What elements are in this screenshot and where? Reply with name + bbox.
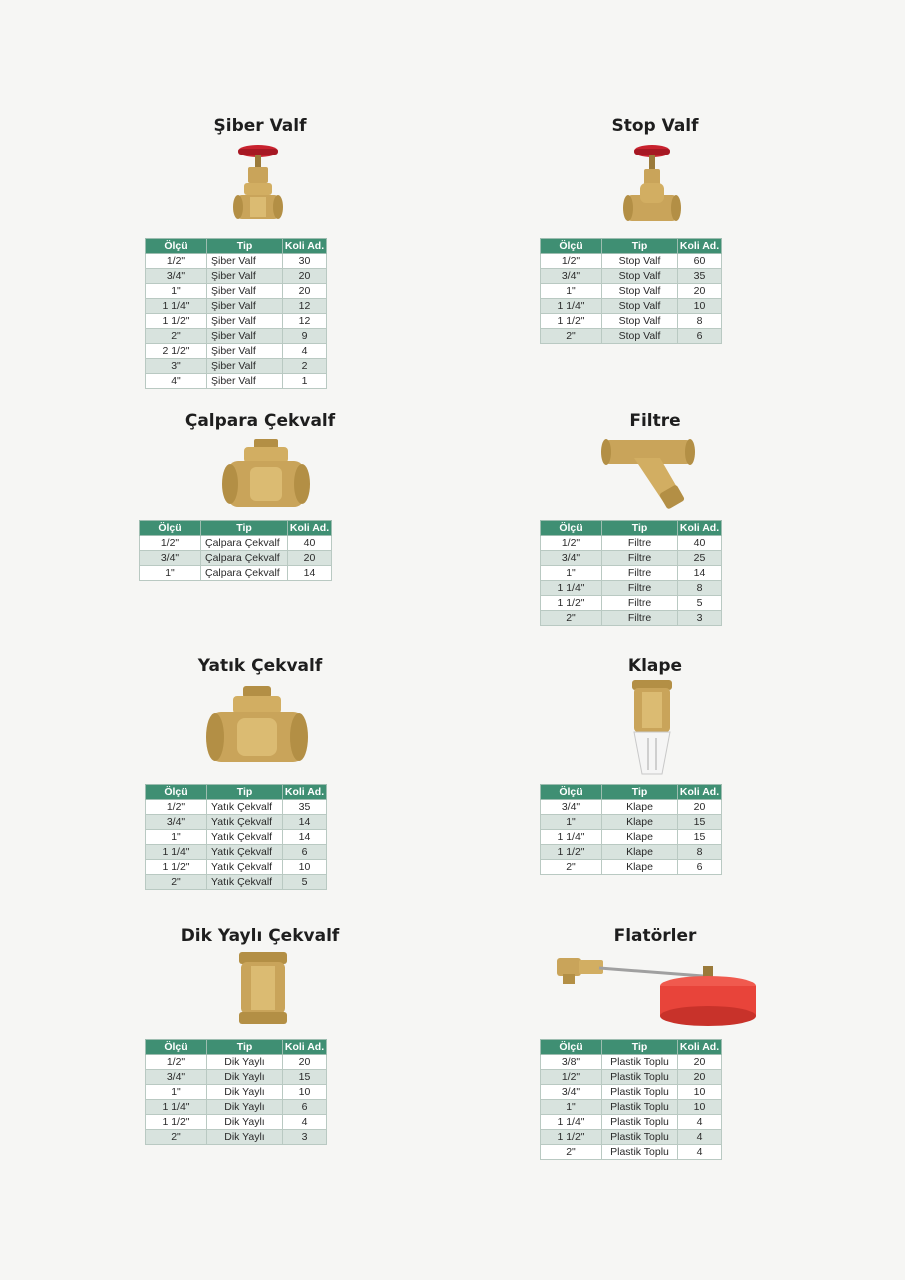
table-row <box>146 1130 327 1145</box>
col-header-koli: Koli Ad. <box>678 239 722 254</box>
table-row <box>541 269 722 284</box>
cell-olcu: 1 1/4" <box>541 299 602 314</box>
table-row <box>140 551 332 566</box>
cell-koli: 6 <box>283 1100 327 1115</box>
cell-tip: Plastik Toplu <box>602 1130 678 1145</box>
cell-koli: 20 <box>283 269 327 284</box>
table-row <box>146 1115 327 1130</box>
cell-tip: Şiber Valf <box>207 254 283 269</box>
col-header-koli: Koli Ad. <box>678 785 722 800</box>
cell-olcu: 3/4" <box>541 1085 602 1100</box>
cell-tip: Filtre <box>602 611 678 626</box>
table-row <box>541 536 722 551</box>
table-row <box>541 800 722 815</box>
col-header-tip: Tip <box>602 785 678 800</box>
col-header-koli: Koli Ad. <box>283 1040 327 1055</box>
cell-tip: Şiber Valf <box>207 284 283 299</box>
cell-koli: 14 <box>678 566 722 581</box>
col-header-olcu: Ölçü <box>140 521 201 536</box>
col-header-olcu: Ölçü <box>541 239 602 254</box>
cell-koli: 8 <box>678 314 722 329</box>
y-strainer-image <box>600 434 696 512</box>
col-header-tip: Tip <box>207 239 283 254</box>
table-row <box>146 875 327 890</box>
col-header-tip: Tip <box>602 1040 678 1055</box>
table-body <box>541 800 722 875</box>
cell-koli: 2 <box>283 359 327 374</box>
table-row <box>140 536 332 551</box>
spec-table-filtre <box>540 520 722 626</box>
cell-olcu: 2" <box>146 329 207 344</box>
table-row <box>541 1085 722 1100</box>
cell-koli: 10 <box>678 299 722 314</box>
spec-table-stop-valf <box>540 238 722 344</box>
cell-tip: Şiber Valf <box>207 374 283 389</box>
cell-olcu: 1/2" <box>541 536 602 551</box>
cell-olcu: 3/4" <box>541 551 602 566</box>
cell-koli: 6 <box>678 329 722 344</box>
table-row <box>146 860 327 875</box>
cell-koli: 1 <box>283 374 327 389</box>
cell-olcu: 1 1/4" <box>146 299 207 314</box>
cell-olcu: 1 1/2" <box>541 596 602 611</box>
cell-tip: Plastik Toplu <box>602 1145 678 1160</box>
col-header-tip: Tip <box>602 521 678 536</box>
cell-olcu: 3" <box>146 359 207 374</box>
cell-tip: Stop Valf <box>602 314 678 329</box>
cell-koli: 15 <box>678 830 722 845</box>
cell-olcu: 2" <box>541 329 602 344</box>
cell-olcu: 2" <box>541 860 602 875</box>
cell-olcu: 4" <box>146 374 207 389</box>
cell-koli: 5 <box>678 596 722 611</box>
table-row <box>146 269 327 284</box>
cell-koli: 6 <box>283 845 327 860</box>
spec-table-flatorler <box>540 1039 722 1160</box>
cell-tip: Klape <box>602 800 678 815</box>
cell-tip: Filtre <box>602 536 678 551</box>
cell-olcu: 1/2" <box>541 254 602 269</box>
cell-olcu: 3/4" <box>146 269 207 284</box>
cell-olcu: 1/2" <box>140 536 201 551</box>
table-row <box>140 566 332 581</box>
cell-olcu: 3/8" <box>541 1055 602 1070</box>
cell-olcu: 1/2" <box>541 1070 602 1085</box>
cell-olcu: 1/2" <box>146 254 207 269</box>
cell-tip: Dik Yaylı <box>207 1055 283 1070</box>
col-header-tip: Tip <box>207 1040 283 1055</box>
col-header-olcu: Ölçü <box>541 521 602 536</box>
cell-koli: 10 <box>678 1100 722 1115</box>
cell-olcu: 3/4" <box>541 269 602 284</box>
cell-koli: 8 <box>678 581 722 596</box>
cell-tip: Plastik Toplu <box>602 1085 678 1100</box>
table-row <box>541 1070 722 1085</box>
cell-olcu: 3/4" <box>140 551 201 566</box>
table-body <box>541 536 722 626</box>
cell-olcu: 1 1/2" <box>146 1115 207 1130</box>
cell-olcu: 2" <box>146 1130 207 1145</box>
cell-tip: Yatık Çekvalf <box>207 830 283 845</box>
spec-table-klape <box>540 784 722 875</box>
table-row <box>146 314 327 329</box>
cell-olcu: 2" <box>146 875 207 890</box>
col-header-olcu: Ölçü <box>146 239 207 254</box>
cell-tip: Filtre <box>602 566 678 581</box>
table-body <box>541 254 722 344</box>
cell-koli: 12 <box>283 299 327 314</box>
cell-koli: 4 <box>283 1115 327 1130</box>
swing-check-valve-image <box>220 437 312 513</box>
table-row <box>146 845 327 860</box>
table-row <box>541 299 722 314</box>
cell-tip: Klape <box>602 830 678 845</box>
cell-koli: 20 <box>678 284 722 299</box>
table-row <box>541 1130 722 1145</box>
cell-olcu: 3/4" <box>146 1070 207 1085</box>
cell-koli: 4 <box>283 344 327 359</box>
table-row <box>541 1115 722 1130</box>
cell-koli: 20 <box>283 284 327 299</box>
cell-koli: 35 <box>283 800 327 815</box>
col-header-koli: Koli Ad. <box>678 1040 722 1055</box>
cell-koli: 10 <box>283 1085 327 1100</box>
cell-olcu: 1 1/4" <box>541 1115 602 1130</box>
col-header-koli: Koli Ad. <box>678 521 722 536</box>
col-header-koli: Koli Ad. <box>288 521 332 536</box>
table-row <box>541 1055 722 1070</box>
cell-olcu: 1 1/2" <box>146 860 207 875</box>
cell-koli: 4 <box>678 1130 722 1145</box>
table-body <box>541 1055 722 1160</box>
float-valve-image <box>553 950 768 1030</box>
cell-olcu: 1 1/2" <box>146 314 207 329</box>
cell-koli: 10 <box>283 860 327 875</box>
cell-tip: Stop Valf <box>602 254 678 269</box>
cell-koli: 20 <box>678 1070 722 1085</box>
cell-koli: 40 <box>288 536 332 551</box>
table-row <box>146 830 327 845</box>
cell-olcu: 1/2" <box>146 800 207 815</box>
cell-tip: Dik Yaylı <box>207 1130 283 1145</box>
cell-koli: 25 <box>678 551 722 566</box>
col-header-koli: Koli Ad. <box>283 785 327 800</box>
table-row <box>541 581 722 596</box>
cell-tip: Stop Valf <box>602 329 678 344</box>
table-row <box>541 1145 722 1160</box>
table-row <box>146 1070 327 1085</box>
cell-tip: Dik Yaylı <box>207 1070 283 1085</box>
cell-tip: Yatık Çekvalf <box>207 860 283 875</box>
cell-tip: Çalpara Çekvalf <box>201 536 288 551</box>
table-row <box>541 845 722 860</box>
section-title-filtre: Filtre <box>629 411 681 431</box>
section-title-calpara-cekvalf: Çalpara Çekvalf <box>184 411 336 431</box>
cell-tip: Dik Yaylı <box>207 1100 283 1115</box>
table-row <box>146 1055 327 1070</box>
col-header-olcu: Ölçü <box>146 1040 207 1055</box>
cell-olcu: 1" <box>541 566 602 581</box>
table-row <box>146 815 327 830</box>
cell-tip: Klape <box>602 860 678 875</box>
spring-check-valve-image <box>235 950 291 1028</box>
cell-koli: 14 <box>288 566 332 581</box>
cell-koli: 3 <box>678 611 722 626</box>
cell-tip: Çalpara Çekvalf <box>201 566 288 581</box>
cell-tip: Klape <box>602 815 678 830</box>
table-body <box>140 536 332 581</box>
cell-tip: Şiber Valf <box>207 299 283 314</box>
spec-table-calpara-cekvalf <box>139 520 332 581</box>
cell-olcu: 1" <box>146 284 207 299</box>
cell-tip: Yatık Çekvalf <box>207 845 283 860</box>
section-title-klape: Klape <box>627 656 683 676</box>
spec-table-siber-valf <box>145 238 327 389</box>
col-header-tip: Tip <box>207 785 283 800</box>
cell-koli: 60 <box>678 254 722 269</box>
table-row <box>541 329 722 344</box>
col-header-koli: Koli Ad. <box>283 239 327 254</box>
cell-olcu: 1" <box>541 284 602 299</box>
cell-olcu: 2 1/2" <box>146 344 207 359</box>
table-row <box>146 1100 327 1115</box>
cell-koli: 6 <box>678 860 722 875</box>
cell-tip: Şiber Valf <box>207 329 283 344</box>
table-row <box>541 314 722 329</box>
col-header-olcu: Ölçü <box>146 785 207 800</box>
cell-koli: 40 <box>678 536 722 551</box>
table-row <box>146 254 327 269</box>
cell-tip: Yatık Çekvalf <box>207 800 283 815</box>
cell-tip: Çalpara Çekvalf <box>201 551 288 566</box>
table-row <box>146 284 327 299</box>
table-row <box>541 284 722 299</box>
table-row <box>541 830 722 845</box>
cell-olcu: 1 1/2" <box>541 845 602 860</box>
cell-olcu: 1 1/4" <box>541 830 602 845</box>
cell-tip: Stop Valf <box>602 284 678 299</box>
cell-olcu: 1" <box>146 830 207 845</box>
table-row <box>146 344 327 359</box>
cell-olcu: 2" <box>541 611 602 626</box>
cell-koli: 20 <box>283 1055 327 1070</box>
table-row <box>541 860 722 875</box>
col-header-olcu: Ölçü <box>541 785 602 800</box>
cell-koli: 15 <box>283 1070 327 1085</box>
cell-olcu: 3/4" <box>541 800 602 815</box>
cell-koli: 4 <box>678 1145 722 1160</box>
cell-koli: 20 <box>678 1055 722 1070</box>
table-row <box>541 1100 722 1115</box>
cell-koli: 20 <box>288 551 332 566</box>
cell-tip: Dik Yaylı <box>207 1115 283 1130</box>
cell-olcu: 1" <box>541 815 602 830</box>
cell-koli: 9 <box>283 329 327 344</box>
cell-koli: 3 <box>283 1130 327 1145</box>
table-row <box>146 359 327 374</box>
section-title-flatorler: Flatörler <box>613 926 697 946</box>
cell-olcu: 1 1/2" <box>541 1130 602 1145</box>
cell-koli: 14 <box>283 830 327 845</box>
cell-tip: Filtre <box>602 551 678 566</box>
cell-tip: Dik Yaylı <box>207 1085 283 1100</box>
cell-tip: Klape <box>602 845 678 860</box>
cell-koli: 12 <box>283 314 327 329</box>
cell-koli: 4 <box>678 1115 722 1130</box>
cell-tip: Yatık Çekvalf <box>207 875 283 890</box>
table-body <box>146 254 327 389</box>
table-row <box>541 566 722 581</box>
cell-koli: 30 <box>283 254 327 269</box>
table-row <box>541 254 722 269</box>
table-row <box>146 329 327 344</box>
table-row <box>541 815 722 830</box>
spec-table-yatik-cekvalf <box>145 784 327 890</box>
cell-koli: 8 <box>678 845 722 860</box>
table-row <box>146 800 327 815</box>
section-title-siber-valf: Şiber Valf <box>213 116 307 136</box>
table-row <box>541 596 722 611</box>
table-row <box>541 551 722 566</box>
cell-olcu: 1" <box>140 566 201 581</box>
table-body <box>146 800 327 890</box>
cell-koli: 10 <box>678 1085 722 1100</box>
cell-tip: Şiber Valf <box>207 344 283 359</box>
table-body <box>146 1055 327 1145</box>
cell-koli: 20 <box>678 800 722 815</box>
spec-table-dik-yayli-cekvalf <box>145 1039 327 1145</box>
table-row <box>146 1085 327 1100</box>
cell-tip: Stop Valf <box>602 269 678 284</box>
cell-olcu: 3/4" <box>146 815 207 830</box>
cell-tip: Şiber Valf <box>207 359 283 374</box>
cell-olcu: 1" <box>146 1085 207 1100</box>
cell-olcu: 1 1/2" <box>541 314 602 329</box>
col-header-olcu: Ölçü <box>541 1040 602 1055</box>
cell-tip: Plastik Toplu <box>602 1100 678 1115</box>
section-title-dik-yayli-cekvalf: Dik Yaylı Çekvalf <box>180 926 340 946</box>
horizontal-check-valve-image <box>205 684 309 774</box>
cell-olcu: 1 1/4" <box>541 581 602 596</box>
cell-koli: 5 <box>283 875 327 890</box>
col-header-tip: Tip <box>201 521 288 536</box>
cell-olcu: 1 1/4" <box>146 1100 207 1115</box>
cell-tip: Filtre <box>602 581 678 596</box>
table-row <box>146 299 327 314</box>
cell-olcu: 1" <box>541 1100 602 1115</box>
cell-tip: Stop Valf <box>602 299 678 314</box>
stop-valve-image <box>620 143 684 231</box>
cell-olcu: 1/2" <box>146 1055 207 1070</box>
cell-olcu: 2" <box>541 1145 602 1160</box>
cell-tip: Plastik Toplu <box>602 1070 678 1085</box>
cell-koli: 14 <box>283 815 327 830</box>
table-row <box>146 374 327 389</box>
cell-tip: Plastik Toplu <box>602 1115 678 1130</box>
gate-valve-image <box>228 143 288 231</box>
section-title-yatik-cekvalf: Yatık Çekvalf <box>197 656 323 676</box>
table-row <box>541 611 722 626</box>
cell-koli: 35 <box>678 269 722 284</box>
cell-tip: Şiber Valf <box>207 314 283 329</box>
cell-tip: Şiber Valf <box>207 269 283 284</box>
col-header-tip: Tip <box>602 239 678 254</box>
cell-olcu: 1 1/4" <box>146 845 207 860</box>
cell-tip: Yatık Çekvalf <box>207 815 283 830</box>
foot-valve-image <box>628 678 676 778</box>
cell-koli: 15 <box>678 815 722 830</box>
section-title-stop-valf: Stop Valf <box>611 116 699 136</box>
cell-tip: Plastik Toplu <box>602 1055 678 1070</box>
cell-tip: Filtre <box>602 596 678 611</box>
